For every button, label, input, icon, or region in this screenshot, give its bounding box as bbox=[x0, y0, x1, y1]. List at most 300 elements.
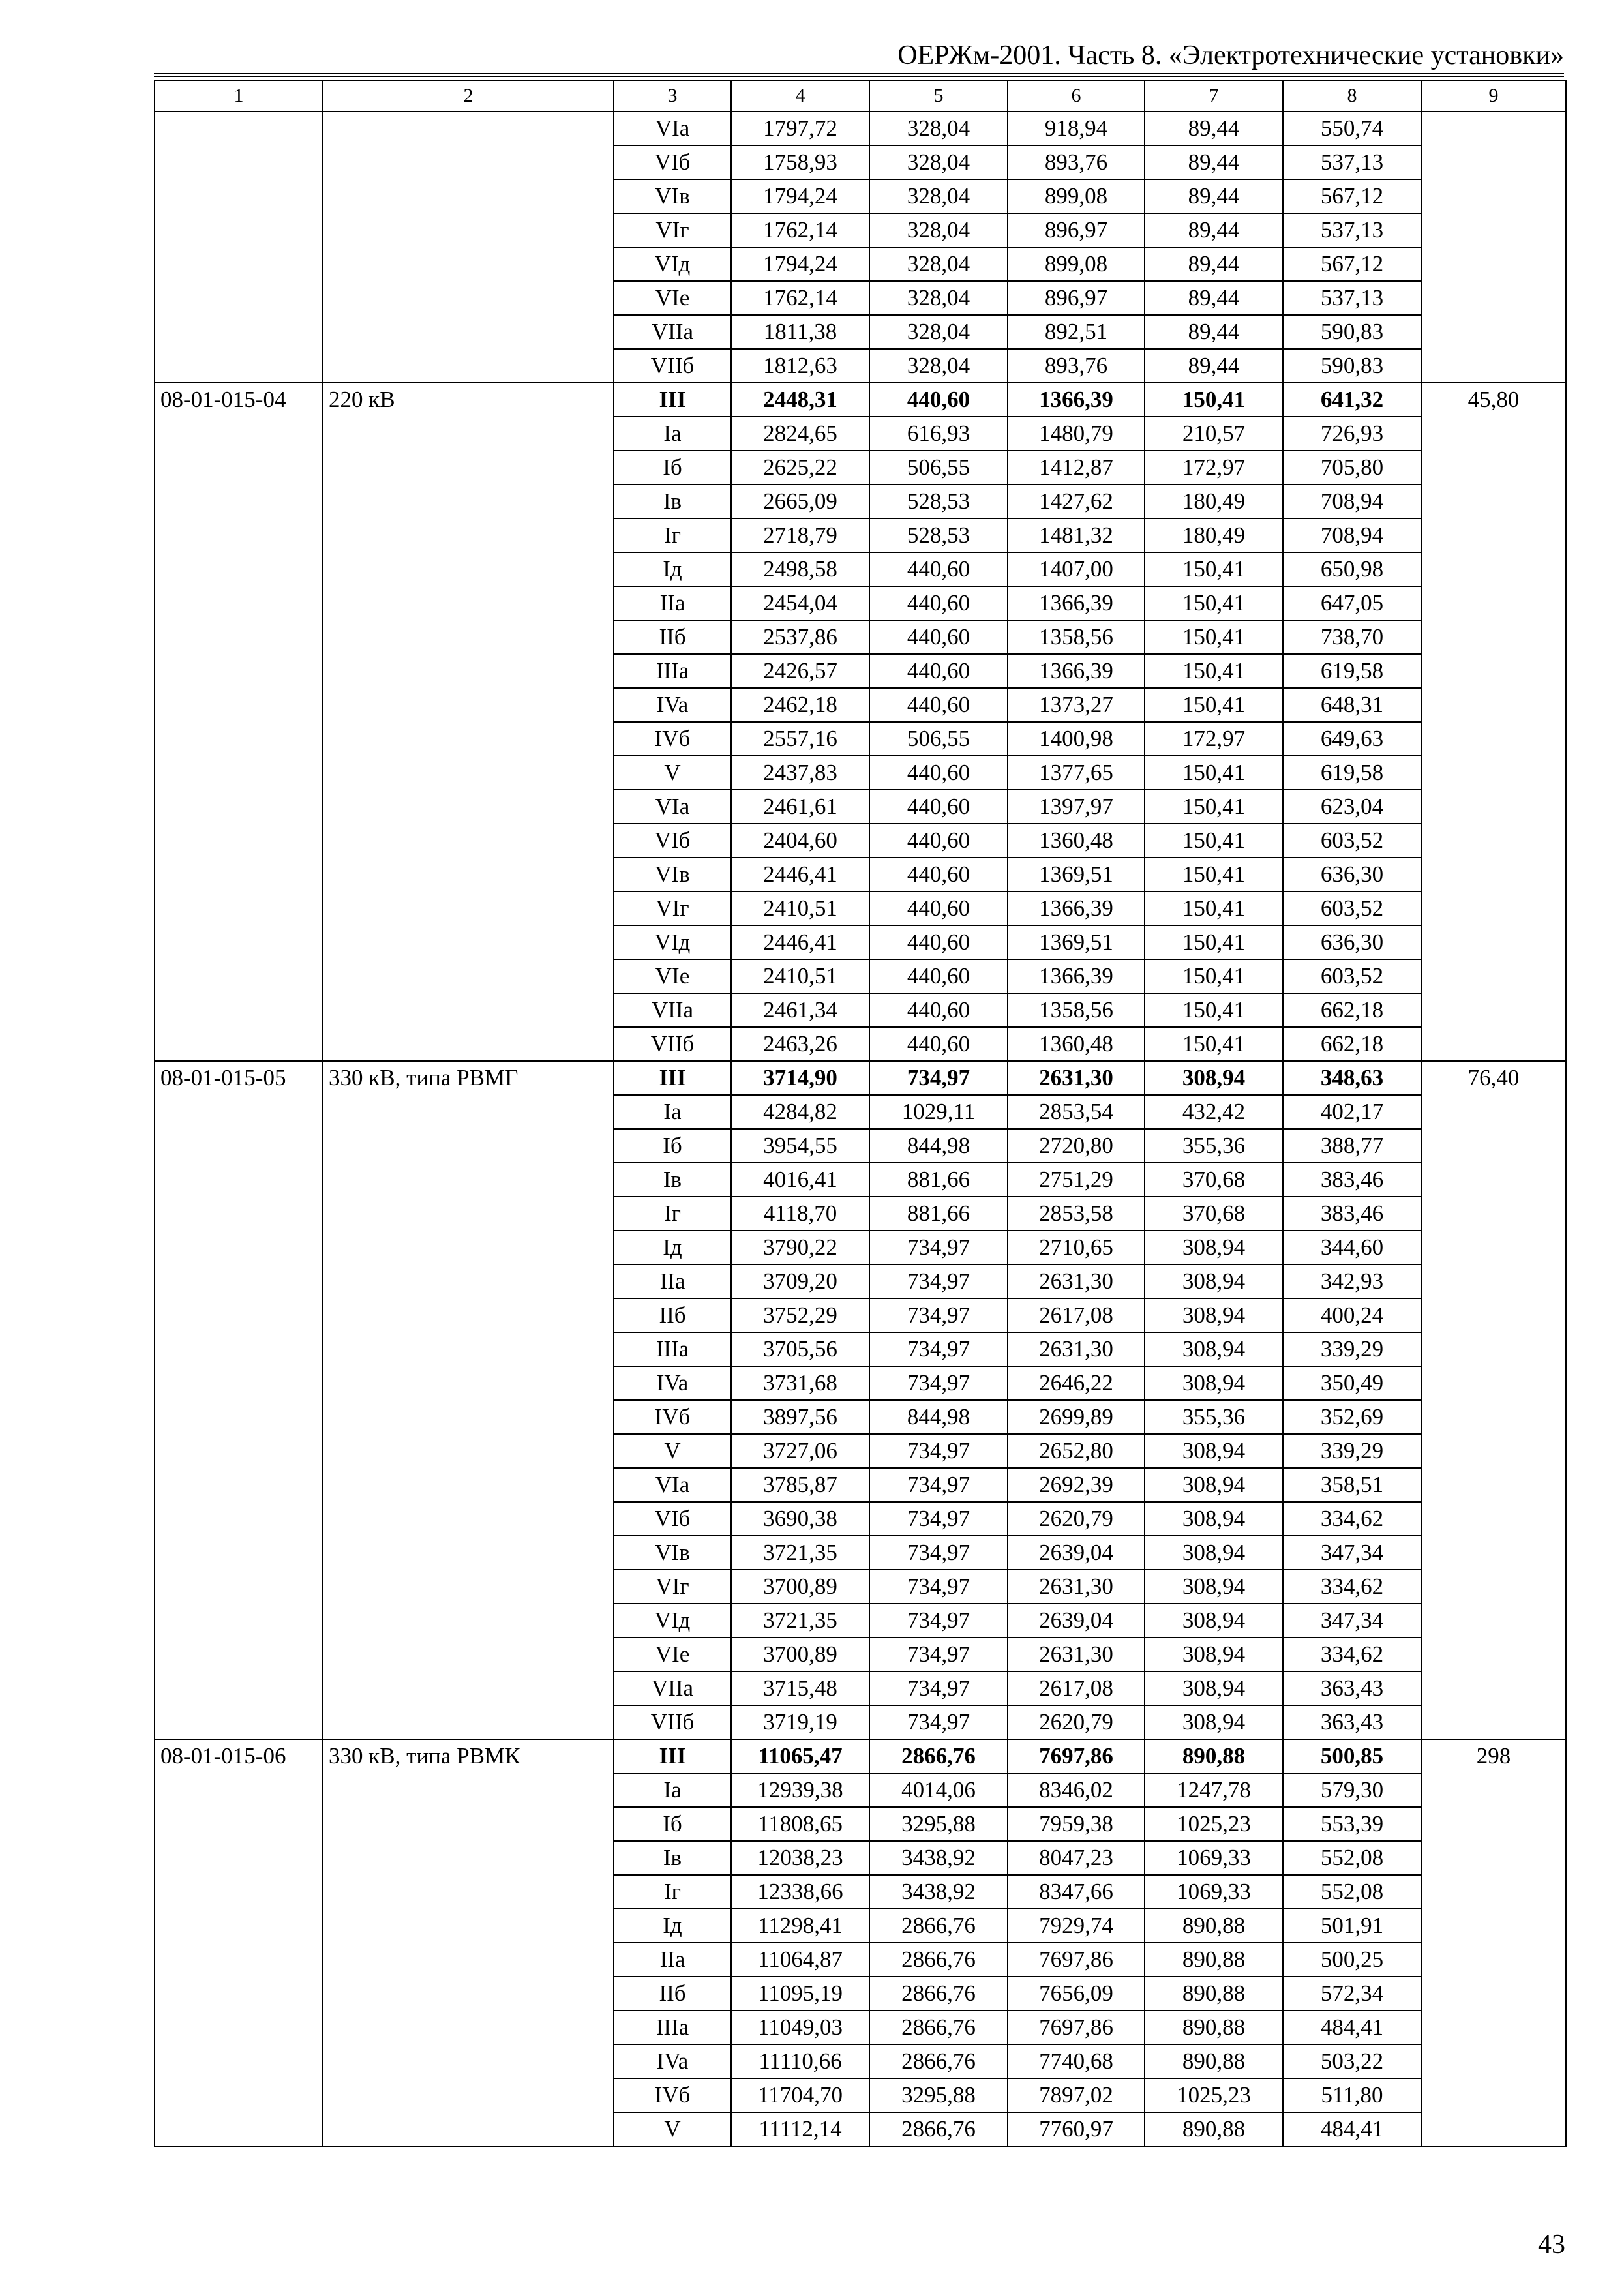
variant-cell: Iб bbox=[614, 451, 731, 485]
machine-operation-cell: 2853,54 bbox=[1008, 1095, 1145, 1129]
machine-operation-cell: 2853,58 bbox=[1008, 1197, 1145, 1231]
unaccounted-cell bbox=[1421, 1434, 1566, 1468]
total-cost-cell: 11065,47 bbox=[731, 1739, 869, 1773]
machinist-wages-cell: 150,41 bbox=[1145, 586, 1283, 620]
variant-cell: IVб bbox=[614, 1400, 731, 1434]
total-cost-cell: 3731,68 bbox=[731, 1366, 869, 1400]
wages-cell: 440,60 bbox=[869, 891, 1008, 925]
materials-cell: 344,60 bbox=[1283, 1231, 1421, 1264]
table-row bbox=[155, 383, 1566, 417]
total-cost-cell: 2462,18 bbox=[731, 688, 869, 722]
column-number: 9 bbox=[1421, 80, 1566, 112]
variant-cell: VIe bbox=[614, 959, 731, 993]
wages-cell: 328,04 bbox=[869, 281, 1008, 315]
total-cost-cell: 3721,35 bbox=[731, 1604, 869, 1638]
variant-cell: VIe bbox=[614, 281, 731, 315]
table-row bbox=[155, 1366, 1566, 1400]
wages-cell: 734,97 bbox=[869, 1502, 1008, 1536]
wages-cell: 2866,76 bbox=[869, 1977, 1008, 2011]
rates-table bbox=[154, 80, 1567, 2147]
equipment-name-cell bbox=[323, 1909, 614, 1943]
unaccounted-cell bbox=[1421, 1129, 1566, 1163]
machinist-wages-cell: 1069,33 bbox=[1145, 1841, 1283, 1875]
machinist-wages-cell: 89,44 bbox=[1145, 281, 1283, 315]
materials-cell: 572,34 bbox=[1283, 1977, 1421, 2011]
machine-operation-cell: 1377,65 bbox=[1008, 756, 1145, 790]
rate-code-cell bbox=[155, 1875, 323, 1909]
unaccounted-cell bbox=[1421, 145, 1566, 179]
equipment-name-cell bbox=[323, 349, 614, 383]
materials-cell: 500,25 bbox=[1283, 1943, 1421, 1977]
page-header: ОЕРЖм-2001. Часть 8. «Электротехнические установки» bbox=[897, 40, 1564, 70]
wages-cell: 734,97 bbox=[869, 1638, 1008, 1671]
table-row bbox=[155, 1129, 1566, 1163]
machine-operation-cell: 7929,74 bbox=[1008, 1909, 1145, 1943]
rate-code-cell bbox=[155, 654, 323, 688]
machine-operation-cell: 1366,39 bbox=[1008, 383, 1145, 417]
table-row bbox=[155, 688, 1566, 722]
materials-cell: 738,70 bbox=[1283, 620, 1421, 654]
total-cost-cell: 3721,35 bbox=[731, 1536, 869, 1570]
unaccounted-cell bbox=[1421, 213, 1566, 247]
column-number: 4 bbox=[731, 80, 869, 112]
machinist-wages-cell: 308,94 bbox=[1145, 1468, 1283, 1502]
materials-cell: 537,13 bbox=[1283, 213, 1421, 247]
unaccounted-cell bbox=[1421, 993, 1566, 1027]
wages-cell: 2866,76 bbox=[869, 1739, 1008, 1773]
wages-cell: 2866,76 bbox=[869, 1943, 1008, 1977]
total-cost-cell: 2446,41 bbox=[731, 925, 869, 959]
rate-code-cell bbox=[155, 451, 323, 485]
total-cost-cell: 3790,22 bbox=[731, 1231, 869, 1264]
machine-operation-cell: 7760,97 bbox=[1008, 2112, 1145, 2146]
total-cost-cell: 1762,14 bbox=[731, 213, 869, 247]
wages-cell: 881,66 bbox=[869, 1163, 1008, 1197]
machinist-wages-cell: 432,42 bbox=[1145, 1095, 1283, 1129]
equipment-name-cell bbox=[323, 1604, 614, 1638]
total-cost-cell: 2410,51 bbox=[731, 959, 869, 993]
unaccounted-cell bbox=[1421, 2112, 1566, 2146]
table-row bbox=[155, 1095, 1566, 1129]
table-row bbox=[155, 722, 1566, 756]
column-number-row bbox=[155, 80, 1566, 112]
variant-cell: VIa bbox=[614, 790, 731, 824]
unaccounted-cell bbox=[1421, 179, 1566, 213]
equipment-name-cell bbox=[323, 1298, 614, 1332]
machine-operation-cell: 1480,79 bbox=[1008, 417, 1145, 451]
equipment-name-cell bbox=[323, 1807, 614, 1841]
materials-cell: 552,08 bbox=[1283, 1841, 1421, 1875]
wages-cell: 734,97 bbox=[869, 1366, 1008, 1400]
total-cost-cell: 2537,86 bbox=[731, 620, 869, 654]
unaccounted-cell bbox=[1421, 1638, 1566, 1671]
materials-cell: 623,04 bbox=[1283, 790, 1421, 824]
machinist-wages-cell: 1025,23 bbox=[1145, 1807, 1283, 1841]
total-cost-cell: 12038,23 bbox=[731, 1841, 869, 1875]
total-cost-cell: 2557,16 bbox=[731, 722, 869, 756]
equipment-name-cell bbox=[323, 1231, 614, 1264]
wages-cell: 734,97 bbox=[869, 1468, 1008, 1502]
machinist-wages-cell: 180,49 bbox=[1145, 518, 1283, 552]
unaccounted-cell bbox=[1421, 1197, 1566, 1231]
unaccounted-cell bbox=[1421, 1536, 1566, 1570]
materials-cell: 662,18 bbox=[1283, 1027, 1421, 1061]
rate-code-cell bbox=[155, 790, 323, 824]
materials-cell: 590,83 bbox=[1283, 315, 1421, 349]
total-cost-cell: 11064,87 bbox=[731, 1943, 869, 1977]
table-row bbox=[155, 1604, 1566, 1638]
rate-code-cell bbox=[155, 1807, 323, 1841]
unaccounted-cell bbox=[1421, 722, 1566, 756]
machinist-wages-cell: 150,41 bbox=[1145, 383, 1283, 417]
unaccounted-cell bbox=[1421, 1705, 1566, 1739]
rate-code-cell bbox=[155, 2011, 323, 2044]
equipment-name-cell bbox=[323, 722, 614, 756]
equipment-name-cell bbox=[323, 1163, 614, 1197]
rate-code-cell bbox=[155, 620, 323, 654]
machinist-wages-cell: 1247,78 bbox=[1145, 1773, 1283, 1807]
equipment-name-cell bbox=[323, 281, 614, 315]
wages-cell: 734,97 bbox=[869, 1671, 1008, 1705]
variant-cell: VIIб bbox=[614, 1705, 731, 1739]
equipment-name-cell bbox=[323, 858, 614, 891]
machinist-wages-cell: 890,88 bbox=[1145, 1909, 1283, 1943]
materials-cell: 567,12 bbox=[1283, 247, 1421, 281]
variant-cell: Iб bbox=[614, 1129, 731, 1163]
table-row bbox=[155, 1773, 1566, 1807]
wages-cell: 734,97 bbox=[869, 1570, 1008, 1604]
unaccounted-cell bbox=[1421, 1231, 1566, 1264]
machine-operation-cell: 1366,39 bbox=[1008, 586, 1145, 620]
equipment-name-cell bbox=[323, 247, 614, 281]
machine-operation-cell: 2631,30 bbox=[1008, 1061, 1145, 1095]
unaccounted-cell bbox=[1421, 1163, 1566, 1197]
materials-cell: 334,62 bbox=[1283, 1638, 1421, 1671]
total-cost-cell: 11095,19 bbox=[731, 1977, 869, 2011]
machine-operation-cell: 2639,04 bbox=[1008, 1604, 1145, 1638]
rate-code-cell: 08-01-015-06 bbox=[155, 1739, 323, 1773]
rate-code-cell bbox=[155, 1298, 323, 1332]
table-row bbox=[155, 1841, 1566, 1875]
variant-cell: VIe bbox=[614, 1638, 731, 1671]
machine-operation-cell: 1407,00 bbox=[1008, 552, 1145, 586]
equipment-name-cell bbox=[323, 756, 614, 790]
wages-cell: 440,60 bbox=[869, 858, 1008, 891]
machine-operation-cell: 2620,79 bbox=[1008, 1502, 1145, 1536]
total-cost-cell: 2454,04 bbox=[731, 586, 869, 620]
materials-cell: 402,17 bbox=[1283, 1095, 1421, 1129]
materials-cell: 334,62 bbox=[1283, 1570, 1421, 1604]
wages-cell: 528,53 bbox=[869, 485, 1008, 518]
equipment-name-cell: 330 кВ, типа РВМК bbox=[323, 1739, 614, 1773]
equipment-name-cell bbox=[323, 1129, 614, 1163]
machinist-wages-cell: 370,68 bbox=[1145, 1197, 1283, 1231]
unaccounted-cell: 298 bbox=[1421, 1739, 1566, 1773]
machinist-wages-cell: 89,44 bbox=[1145, 349, 1283, 383]
equipment-name-cell bbox=[323, 1943, 614, 1977]
machinist-wages-cell: 150,41 bbox=[1145, 891, 1283, 925]
variant-cell: IVб bbox=[614, 2078, 731, 2112]
equipment-name-cell bbox=[323, 552, 614, 586]
materials-cell: 484,41 bbox=[1283, 2112, 1421, 2146]
machinist-wages-cell: 172,97 bbox=[1145, 722, 1283, 756]
total-cost-cell: 12939,38 bbox=[731, 1773, 869, 1807]
variant-cell: VIб bbox=[614, 1502, 731, 1536]
variant-cell: Iг bbox=[614, 518, 731, 552]
table-row bbox=[155, 1536, 1566, 1570]
machine-operation-cell: 892,51 bbox=[1008, 315, 1145, 349]
table-row bbox=[155, 1638, 1566, 1671]
machinist-wages-cell: 308,94 bbox=[1145, 1604, 1283, 1638]
rate-code-cell bbox=[155, 213, 323, 247]
machine-operation-cell: 1358,56 bbox=[1008, 620, 1145, 654]
table-row bbox=[155, 858, 1566, 891]
wages-cell: 440,60 bbox=[869, 993, 1008, 1027]
equipment-name-cell bbox=[323, 1434, 614, 1468]
machine-operation-cell: 1412,87 bbox=[1008, 451, 1145, 485]
wages-cell: 440,60 bbox=[869, 688, 1008, 722]
variant-cell: IVa bbox=[614, 1366, 731, 1400]
column-number: 2 bbox=[323, 80, 614, 112]
machine-operation-cell: 2631,30 bbox=[1008, 1638, 1145, 1671]
equipment-name-cell bbox=[323, 993, 614, 1027]
total-cost-cell: 3752,29 bbox=[731, 1298, 869, 1332]
machinist-wages-cell: 150,41 bbox=[1145, 620, 1283, 654]
rate-code-cell bbox=[155, 1434, 323, 1468]
machinist-wages-cell: 150,41 bbox=[1145, 959, 1283, 993]
materials-cell: 342,93 bbox=[1283, 1264, 1421, 1298]
materials-cell: 636,30 bbox=[1283, 925, 1421, 959]
wages-cell: 2866,76 bbox=[869, 2011, 1008, 2044]
equipment-name-cell bbox=[323, 1875, 614, 1909]
table-row bbox=[155, 1434, 1566, 1468]
variant-cell: VIIa bbox=[614, 1671, 731, 1705]
rate-code-cell bbox=[155, 112, 323, 145]
rate-code-cell bbox=[155, 179, 323, 213]
table-row bbox=[155, 2044, 1566, 2078]
equipment-name-cell: 220 кВ bbox=[323, 383, 614, 417]
variant-cell: VIг bbox=[614, 1570, 731, 1604]
rate-code-cell bbox=[155, 688, 323, 722]
machine-operation-cell: 2710,65 bbox=[1008, 1231, 1145, 1264]
variant-cell: IIa bbox=[614, 586, 731, 620]
rate-code-cell bbox=[155, 959, 323, 993]
variant-cell: VIв bbox=[614, 179, 731, 213]
total-cost-cell: 11112,14 bbox=[731, 2112, 869, 2146]
variant-cell: III bbox=[614, 1061, 731, 1095]
equipment-name-cell bbox=[323, 145, 614, 179]
table-row bbox=[155, 2112, 1566, 2146]
materials-cell: 552,08 bbox=[1283, 1875, 1421, 1909]
machine-operation-cell: 2646,22 bbox=[1008, 1366, 1145, 1400]
unaccounted-cell: 76,40 bbox=[1421, 1061, 1566, 1095]
total-cost-cell: 3705,56 bbox=[731, 1332, 869, 1366]
variant-cell: IIб bbox=[614, 620, 731, 654]
equipment-name-cell bbox=[323, 213, 614, 247]
variant-cell: IIIa bbox=[614, 654, 731, 688]
variant-cell: IIIa bbox=[614, 2011, 731, 2044]
unaccounted-cell bbox=[1421, 654, 1566, 688]
equipment-name-cell bbox=[323, 315, 614, 349]
machinist-wages-cell: 308,94 bbox=[1145, 1434, 1283, 1468]
table-row bbox=[155, 891, 1566, 925]
wages-cell: 506,55 bbox=[869, 722, 1008, 756]
variant-cell: VIб bbox=[614, 824, 731, 858]
machine-operation-cell: 1397,97 bbox=[1008, 790, 1145, 824]
rate-code-cell bbox=[155, 1773, 323, 1807]
unaccounted-cell bbox=[1421, 1671, 1566, 1705]
total-cost-cell: 1797,72 bbox=[731, 112, 869, 145]
table-row bbox=[155, 1739, 1566, 1773]
wages-cell: 506,55 bbox=[869, 451, 1008, 485]
materials-cell: 339,29 bbox=[1283, 1332, 1421, 1366]
total-cost-cell: 3690,38 bbox=[731, 1502, 869, 1536]
variant-cell: IIб bbox=[614, 1298, 731, 1332]
materials-cell: 603,52 bbox=[1283, 959, 1421, 993]
unaccounted-cell bbox=[1421, 1468, 1566, 1502]
machine-operation-cell: 7897,02 bbox=[1008, 2078, 1145, 2112]
materials-cell: 567,12 bbox=[1283, 179, 1421, 213]
machinist-wages-cell: 308,94 bbox=[1145, 1231, 1283, 1264]
total-cost-cell: 11704,70 bbox=[731, 2078, 869, 2112]
table-row bbox=[155, 1400, 1566, 1434]
wages-cell: 440,60 bbox=[869, 654, 1008, 688]
wages-cell: 440,60 bbox=[869, 383, 1008, 417]
wages-cell: 440,60 bbox=[869, 552, 1008, 586]
rate-code-cell bbox=[155, 349, 323, 383]
machine-operation-cell: 1360,48 bbox=[1008, 1027, 1145, 1061]
machinist-wages-cell: 308,94 bbox=[1145, 1536, 1283, 1570]
rate-code-cell bbox=[155, 1468, 323, 1502]
equipment-name-cell bbox=[323, 451, 614, 485]
unaccounted-cell bbox=[1421, 112, 1566, 145]
wages-cell: 440,60 bbox=[869, 586, 1008, 620]
total-cost-cell: 3700,89 bbox=[731, 1570, 869, 1604]
unaccounted-cell bbox=[1421, 1400, 1566, 1434]
equipment-name-cell bbox=[323, 2011, 614, 2044]
rate-code-cell: 08-01-015-05 bbox=[155, 1061, 323, 1095]
equipment-name-cell bbox=[323, 925, 614, 959]
rate-code-cell bbox=[155, 858, 323, 891]
column-number: 3 bbox=[614, 80, 731, 112]
wages-cell: 616,93 bbox=[869, 417, 1008, 451]
table-row bbox=[155, 145, 1566, 179]
wages-cell: 734,97 bbox=[869, 1604, 1008, 1638]
total-cost-cell: 4284,82 bbox=[731, 1095, 869, 1129]
wages-cell: 440,60 bbox=[869, 925, 1008, 959]
column-number: 7 bbox=[1145, 80, 1283, 112]
rate-code-cell bbox=[155, 722, 323, 756]
wages-cell: 734,97 bbox=[869, 1536, 1008, 1570]
wages-cell: 734,97 bbox=[869, 1298, 1008, 1332]
unaccounted-cell bbox=[1421, 315, 1566, 349]
variant-cell: IIIa bbox=[614, 1332, 731, 1366]
materials-cell: 641,32 bbox=[1283, 383, 1421, 417]
wages-cell: 440,60 bbox=[869, 790, 1008, 824]
variant-cell: VIa bbox=[614, 112, 731, 145]
equipment-name-cell bbox=[323, 891, 614, 925]
total-cost-cell: 2718,79 bbox=[731, 518, 869, 552]
machine-operation-cell: 1366,39 bbox=[1008, 891, 1145, 925]
table-row bbox=[155, 1875, 1566, 1909]
wages-cell: 2866,76 bbox=[869, 1909, 1008, 1943]
rate-code-cell bbox=[155, 1536, 323, 1570]
unaccounted-cell bbox=[1421, 2078, 1566, 2112]
table-row bbox=[155, 1197, 1566, 1231]
machinist-wages-cell: 89,44 bbox=[1145, 179, 1283, 213]
machinist-wages-cell: 308,94 bbox=[1145, 1264, 1283, 1298]
variant-cell: V bbox=[614, 1434, 731, 1468]
total-cost-cell: 12338,66 bbox=[731, 1875, 869, 1909]
machinist-wages-cell: 89,44 bbox=[1145, 315, 1283, 349]
equipment-name-cell bbox=[323, 1705, 614, 1739]
total-cost-cell: 3785,87 bbox=[731, 1468, 869, 1502]
table-row bbox=[155, 1027, 1566, 1061]
equipment-name-cell bbox=[323, 1095, 614, 1129]
wages-cell: 528,53 bbox=[869, 518, 1008, 552]
equipment-name-cell bbox=[323, 417, 614, 451]
table-row bbox=[155, 1468, 1566, 1502]
machinist-wages-cell: 150,41 bbox=[1145, 824, 1283, 858]
equipment-name-cell bbox=[323, 2112, 614, 2146]
rate-code-cell bbox=[155, 1604, 323, 1638]
machine-operation-cell: 899,08 bbox=[1008, 179, 1145, 213]
machine-operation-cell: 7697,86 bbox=[1008, 2011, 1145, 2044]
materials-cell: 708,94 bbox=[1283, 485, 1421, 518]
wages-cell: 1029,11 bbox=[869, 1095, 1008, 1129]
machinist-wages-cell: 210,57 bbox=[1145, 417, 1283, 451]
variant-cell: VIб bbox=[614, 145, 731, 179]
materials-cell: 358,51 bbox=[1283, 1468, 1421, 1502]
machine-operation-cell: 2620,79 bbox=[1008, 1705, 1145, 1739]
total-cost-cell: 2625,22 bbox=[731, 451, 869, 485]
wages-cell: 328,04 bbox=[869, 112, 1008, 145]
materials-cell: 648,31 bbox=[1283, 688, 1421, 722]
table-row bbox=[155, 1061, 1566, 1095]
wages-cell: 3438,92 bbox=[869, 1841, 1008, 1875]
machinist-wages-cell: 308,94 bbox=[1145, 1705, 1283, 1739]
total-cost-cell: 3714,90 bbox=[731, 1061, 869, 1095]
total-cost-cell: 2498,58 bbox=[731, 552, 869, 586]
total-cost-cell: 3709,20 bbox=[731, 1264, 869, 1298]
machine-operation-cell: 1360,48 bbox=[1008, 824, 1145, 858]
equipment-name-cell bbox=[323, 112, 614, 145]
materials-cell: 636,30 bbox=[1283, 858, 1421, 891]
variant-cell: Ia bbox=[614, 1773, 731, 1807]
variant-cell: IIa bbox=[614, 1264, 731, 1298]
machinist-wages-cell: 890,88 bbox=[1145, 1977, 1283, 2011]
total-cost-cell: 2448,31 bbox=[731, 383, 869, 417]
equipment-name-cell bbox=[323, 518, 614, 552]
equipment-name-cell bbox=[323, 1502, 614, 1536]
wages-cell: 328,04 bbox=[869, 247, 1008, 281]
total-cost-cell: 11298,41 bbox=[731, 1909, 869, 1943]
unaccounted-cell bbox=[1421, 552, 1566, 586]
materials-cell: 649,63 bbox=[1283, 722, 1421, 756]
unaccounted-cell bbox=[1421, 1909, 1566, 1943]
total-cost-cell: 1812,63 bbox=[731, 349, 869, 383]
machine-operation-cell: 7740,68 bbox=[1008, 2044, 1145, 2078]
table-row bbox=[155, 1807, 1566, 1841]
wages-cell: 2866,76 bbox=[869, 2044, 1008, 2078]
rate-code-cell bbox=[155, 1909, 323, 1943]
variant-cell: VIд bbox=[614, 247, 731, 281]
materials-cell: 348,63 bbox=[1283, 1061, 1421, 1095]
machine-operation-cell: 2617,08 bbox=[1008, 1671, 1145, 1705]
table-row bbox=[155, 315, 1566, 349]
rate-code-cell bbox=[155, 2044, 323, 2078]
machine-operation-cell: 2631,30 bbox=[1008, 1570, 1145, 1604]
